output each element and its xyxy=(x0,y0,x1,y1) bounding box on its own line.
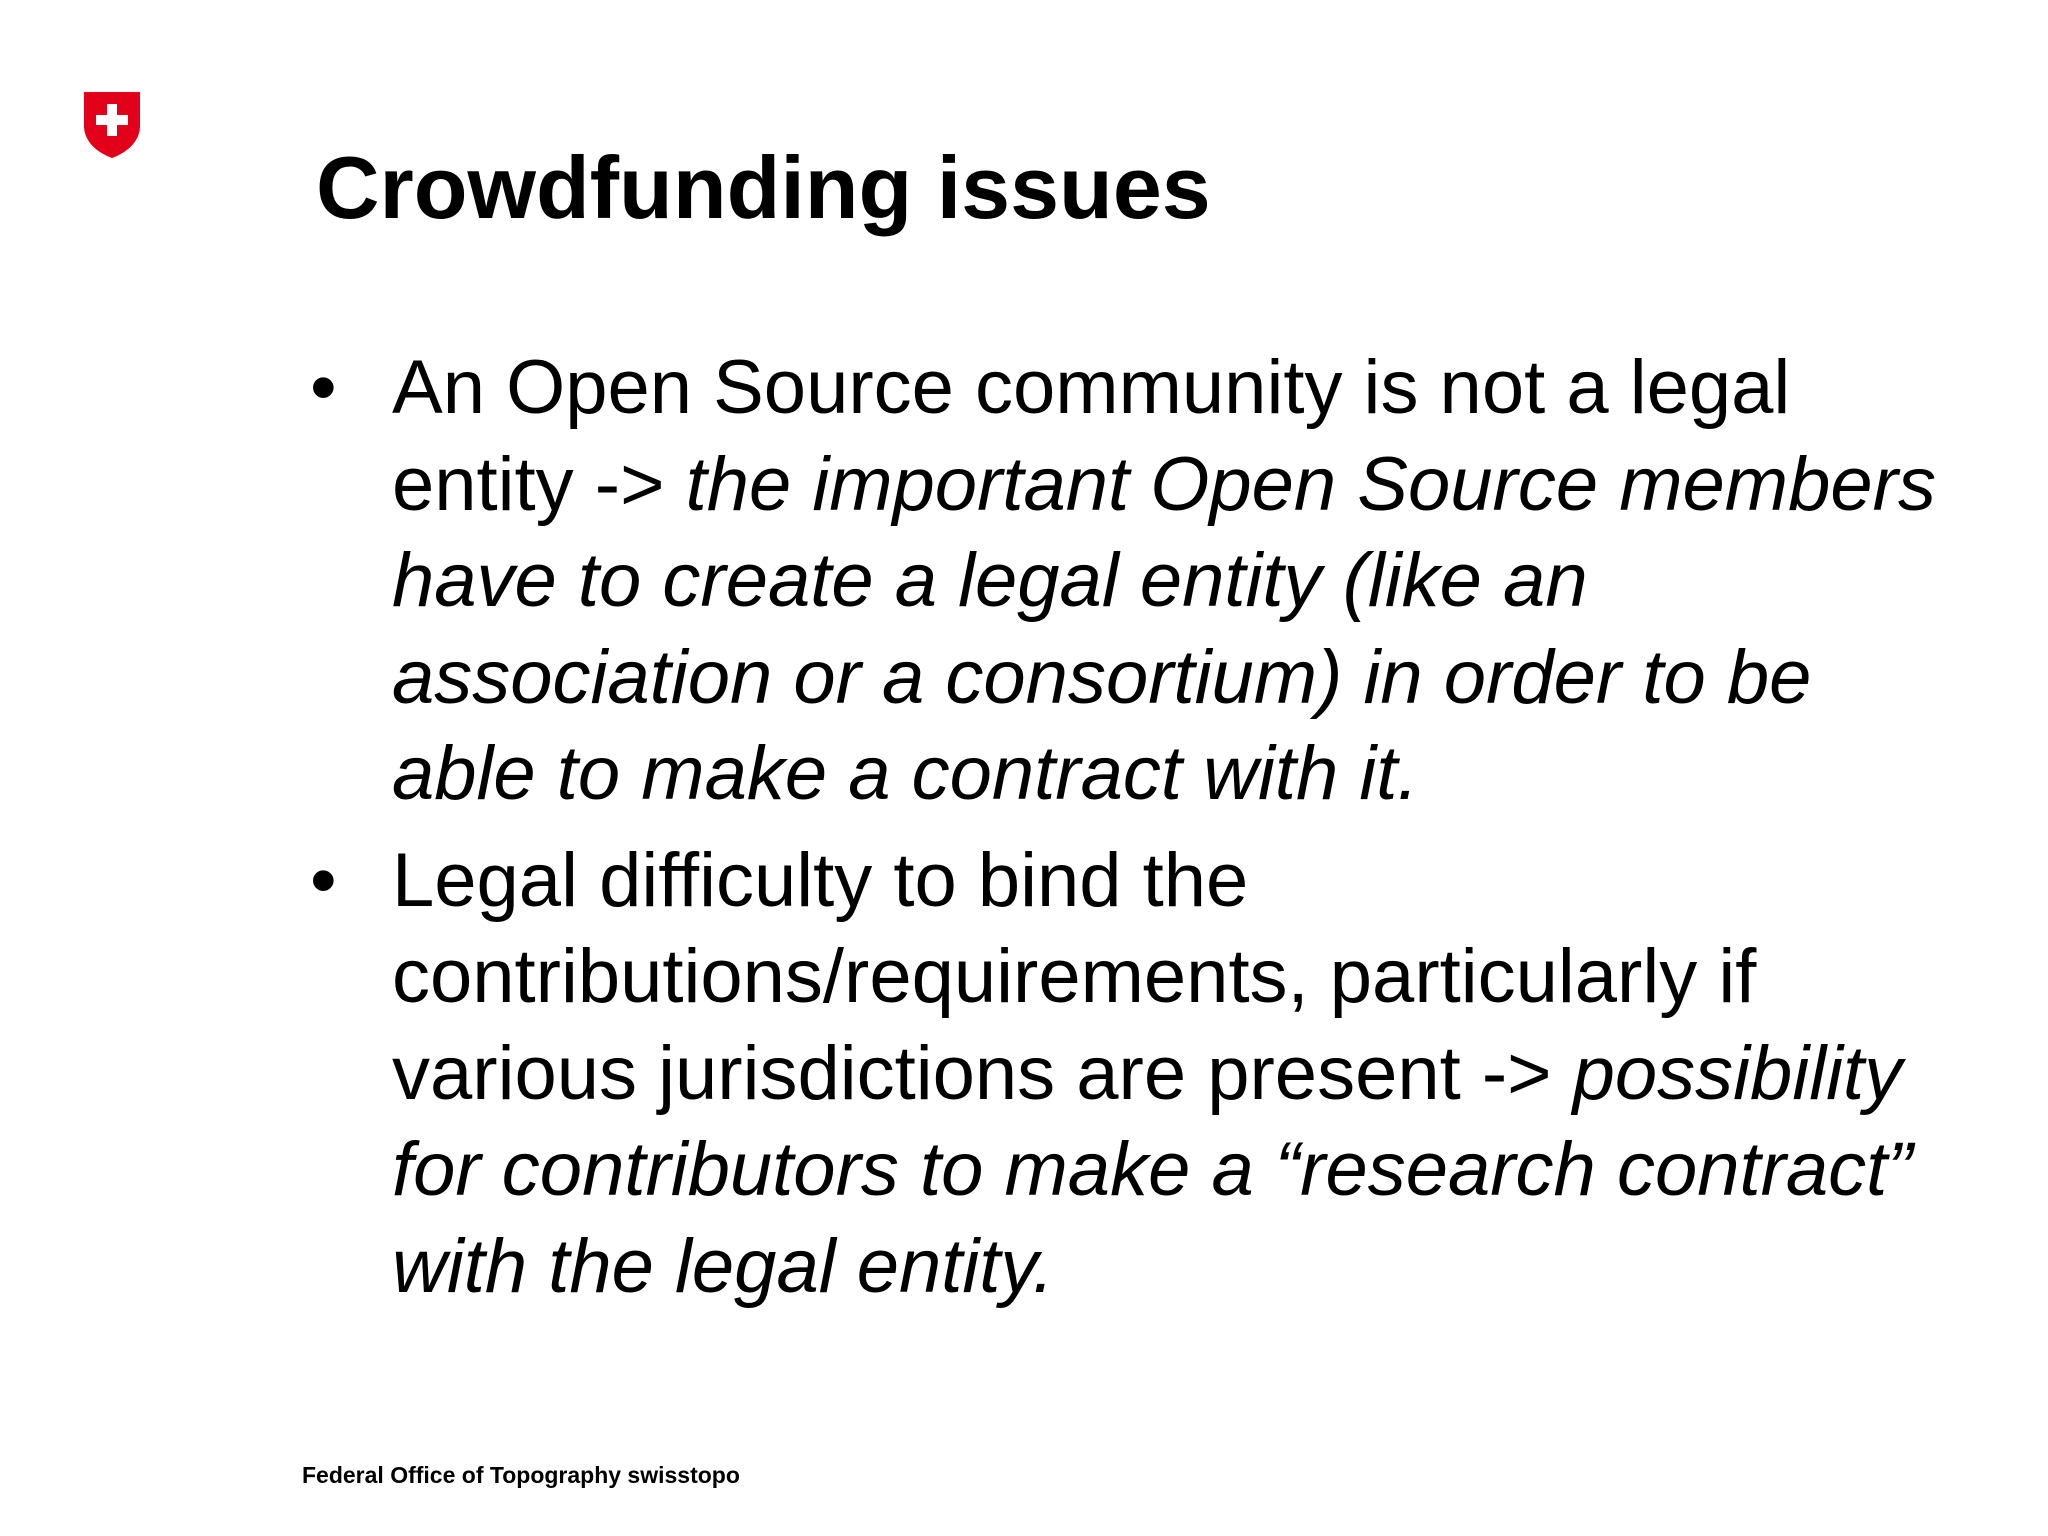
footer-organization: Federal Office of Topography swisstopo xyxy=(302,1462,740,1488)
slide-title: Crowdfunding issues xyxy=(316,138,1211,237)
bullet-italic-text: possibility for contributors to make a “research contract” with the legal entity. xyxy=(392,1030,1913,1309)
bullet-text: An Open Source community is not a legal entity -> xyxy=(392,345,1791,527)
bullet-italic-text: the important Open Source members have to create a legal entity (like an association or a consortium) in order to be able to make a contract with it. xyxy=(392,441,1936,816)
bullet-marker: • xyxy=(310,345,337,430)
swiss-shield-icon xyxy=(80,90,144,160)
bullet-item-legal-entity xyxy=(310,340,1950,823)
bullet-list xyxy=(310,340,1950,1325)
bullet-marker: • xyxy=(310,837,337,923)
bullet-text: Legal difficulty to bind the contributions/requirements, particularly if various jurisdictions are present -> xyxy=(392,837,1757,1116)
bullet-item-jurisdictions xyxy=(310,833,1950,1316)
